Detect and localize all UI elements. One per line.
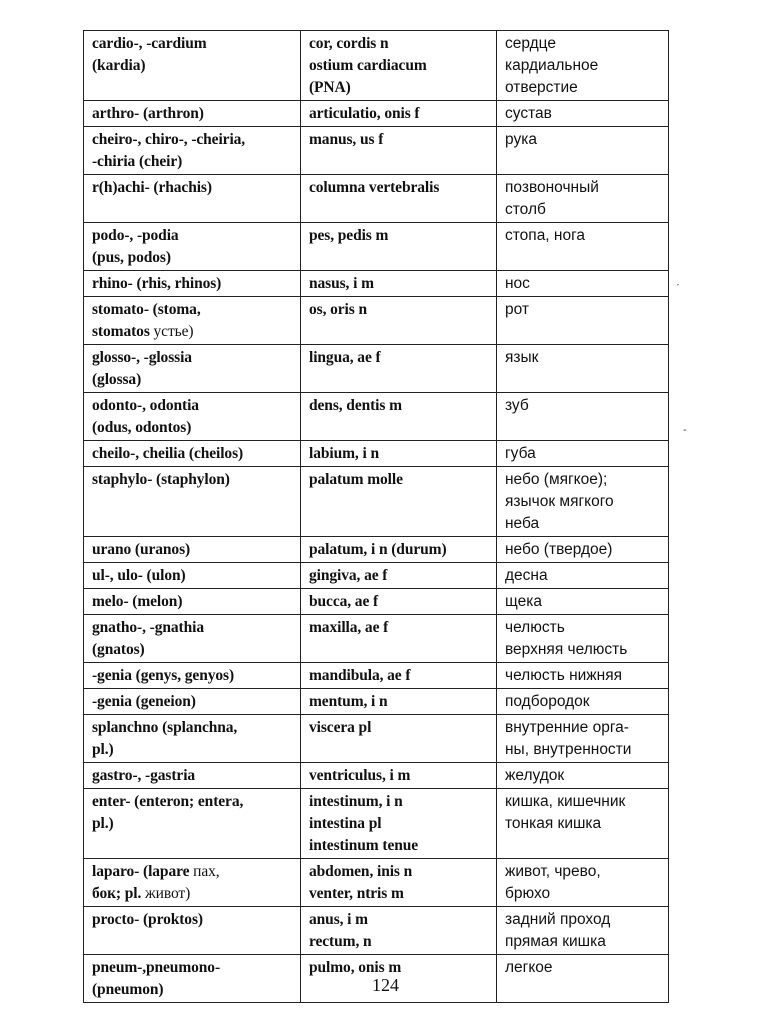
cell-line: неба — [505, 515, 540, 532]
table-row — [84, 31, 669, 101]
cell-line: небо (твердое) — [505, 541, 613, 558]
plain-text: живот) — [141, 885, 191, 902]
term-element-cell — [84, 689, 301, 715]
cell-line: anus, i m — [309, 911, 368, 928]
cell-line: ventriculus, i m — [309, 767, 411, 784]
cell-line: рука — [505, 131, 537, 148]
russian-meaning-cell — [497, 31, 669, 101]
cell-line: (odus, odontos) — [92, 419, 192, 436]
cell-line: подбородок — [505, 693, 590, 710]
russian-meaning-cell — [497, 175, 669, 223]
cell-line: gingiva, ae f — [309, 567, 388, 584]
plain-text: устье) — [149, 323, 194, 340]
term-element-cell — [84, 271, 301, 297]
latin-term-cell — [301, 297, 497, 345]
term-element-cell — [84, 345, 301, 393]
table-row — [84, 563, 669, 589]
term-element-cell — [84, 537, 301, 563]
cell-line: os, oris n — [309, 301, 367, 318]
cell-line: urano (uranos) — [92, 541, 191, 558]
russian-meaning-cell — [497, 297, 669, 345]
term-element-cell — [84, 393, 301, 441]
cell-line: cheiro-, chiro-, -cheiria, — [92, 131, 246, 148]
cell-line: laparo- (lapare пах, — [92, 863, 220, 880]
table-row — [84, 859, 669, 907]
table-row — [84, 789, 669, 859]
cell-line: сердце — [505, 35, 557, 52]
latin-term-cell — [301, 789, 497, 859]
cell-line: nasus, i m — [309, 275, 374, 292]
latin-term-cell — [301, 763, 497, 789]
table-row — [84, 467, 669, 537]
cell-line: небо (мягкое); — [505, 471, 608, 488]
cell-line: отверстие — [505, 79, 578, 96]
cell-line: бок; pl. живот) — [92, 885, 191, 902]
cell-line: pneum-,pneumono- — [92, 959, 221, 976]
cell-line: maxilla, ae f — [309, 619, 389, 636]
table-row — [84, 297, 669, 345]
cell-line: articulatio, onis f — [309, 105, 420, 122]
cell-line: столб — [505, 201, 546, 218]
cell-line: melo- (melon) — [92, 593, 183, 610]
cell-line: podo-, -podia — [92, 227, 179, 244]
latin-term-cell — [301, 907, 497, 955]
cell-line: r(h)achi- (rhachis) — [92, 179, 212, 196]
cell-line: gnatho-, -gnathia — [92, 619, 204, 636]
table-row — [84, 589, 669, 615]
cell-line: челюсть нижняя — [505, 667, 623, 684]
cell-line: ны, внутренности — [505, 741, 632, 758]
cell-line: stomato- (stoma, — [92, 301, 201, 318]
latin-term-cell — [301, 663, 497, 689]
cell-line: palatum, i n (durum) — [309, 541, 447, 558]
russian-meaning-cell — [497, 689, 669, 715]
cell-line: mandibula, ae f — [309, 667, 411, 684]
cell-line: rhino- (rhis, rhinos) — [92, 275, 222, 292]
cell-line: abdomen, inis n — [309, 863, 413, 880]
cell-line: palatum molle — [309, 471, 403, 488]
cell-line: -chiria (cheir) — [92, 153, 183, 170]
cell-line: (glossa) — [92, 371, 142, 388]
russian-meaning-cell — [497, 663, 669, 689]
cell-line: челюсть — [505, 619, 565, 636]
cell-line: сустав — [505, 105, 552, 122]
cell-line: arthro- (arthron) — [92, 105, 204, 122]
cell-line: язычок мягкого — [505, 493, 614, 510]
cell-line: ostium cardiacum — [309, 57, 427, 74]
term-element-cell — [84, 101, 301, 127]
cell-line: cor, cordis n — [309, 35, 389, 52]
cell-line: viscera pl — [309, 719, 372, 736]
term-element-cell — [84, 467, 301, 537]
cell-line: pes, pedis m — [309, 227, 389, 244]
russian-meaning-cell — [497, 393, 669, 441]
cell-line: брюхо — [505, 885, 551, 902]
latin-term-cell — [301, 689, 497, 715]
term-element-cell — [84, 789, 301, 859]
table-row — [84, 537, 669, 563]
latin-term-cell — [301, 563, 497, 589]
russian-meaning-cell — [497, 763, 669, 789]
cell-line: rectum, n — [309, 933, 372, 950]
cell-line: кардиальное — [505, 57, 599, 74]
cell-line: intestinum tenue — [309, 837, 419, 854]
term-element-cell — [84, 763, 301, 789]
russian-meaning-cell — [497, 789, 669, 859]
russian-meaning-cell — [497, 223, 669, 271]
cell-line: прямая кишка — [505, 933, 606, 950]
cell-line: верхняя челюсть — [505, 641, 628, 658]
russian-meaning-cell — [497, 589, 669, 615]
cell-line: (pneumon) — [92, 981, 164, 998]
cell-line: cheilo-, cheilia (cheilos) — [92, 445, 244, 462]
russian-meaning-cell — [497, 715, 669, 763]
latin-term-cell — [301, 467, 497, 537]
russian-meaning-cell — [497, 859, 669, 907]
cell-line: нос — [505, 275, 530, 292]
cell-line: intestina pl — [309, 815, 382, 832]
cell-line: -genia (genys, genyos) — [92, 667, 235, 684]
cell-line: stomatos устье) — [92, 323, 194, 340]
cell-line: стопа, нога — [505, 227, 586, 244]
term-element-cell — [84, 589, 301, 615]
table-row — [84, 907, 669, 955]
cell-line: pl.) — [92, 741, 114, 758]
cell-line: staphylo- (staphylon) — [92, 471, 230, 488]
cell-line: splanchno (splanchna, — [92, 719, 238, 736]
term-element-cell — [84, 563, 301, 589]
cell-line: odonto-, odontia — [92, 397, 199, 414]
table-row — [84, 175, 669, 223]
russian-meaning-cell — [497, 441, 669, 467]
cell-line: lingua, ae f — [309, 349, 381, 366]
latin-term-cell — [301, 223, 497, 271]
cell-line: (gnatos) — [92, 641, 145, 658]
cell-line: labium, i n — [309, 445, 379, 462]
cell-line: glosso-, -glossia — [92, 349, 192, 366]
term-element-cell — [84, 859, 301, 907]
scan-mark: ˊ — [676, 283, 680, 295]
russian-meaning-cell — [497, 537, 669, 563]
latin-term-cell — [301, 537, 497, 563]
table-row — [84, 715, 669, 763]
table-row — [84, 345, 669, 393]
term-element-cell — [84, 615, 301, 663]
term-element-cell — [84, 223, 301, 271]
cell-line: intestinum, i n — [309, 793, 403, 810]
cell-line: pl.) — [92, 815, 114, 832]
cell-line: pulmo, onis m — [309, 959, 402, 976]
page-number: 124 — [372, 975, 399, 995]
cell-line: зуб — [505, 397, 529, 414]
table-row — [84, 271, 669, 297]
cell-line: позвоночный — [505, 179, 599, 196]
cell-line: (kardia) — [92, 57, 146, 74]
cell-line: легкое — [505, 959, 553, 976]
russian-meaning-cell — [497, 271, 669, 297]
cell-line: рот — [505, 301, 529, 318]
term-element-cell — [84, 715, 301, 763]
cell-line: желудок — [505, 767, 565, 784]
cell-line: gastro-, -gastria — [92, 767, 196, 784]
cell-line: manus, us f — [309, 131, 384, 148]
cell-line: bucca, ae f — [309, 593, 379, 610]
table-row — [84, 223, 669, 271]
latin-term-cell — [301, 589, 497, 615]
term-element-cell — [84, 127, 301, 175]
russian-meaning-cell — [497, 563, 669, 589]
table-row — [84, 663, 669, 689]
cell-line: (pus, podos) — [92, 249, 171, 266]
latin-term-cell — [301, 615, 497, 663]
latin-term-cell — [301, 127, 497, 175]
term-element-cell — [84, 31, 301, 101]
table-row — [84, 393, 669, 441]
cell-line: enter- (enteron; entera, — [92, 793, 244, 810]
table-row — [84, 101, 669, 127]
russian-meaning-cell — [497, 467, 669, 537]
scan-mark: - — [683, 424, 687, 436]
russian-meaning-cell — [497, 907, 669, 955]
term-element-cell — [84, 441, 301, 467]
cell-line: тонкая кишка — [505, 815, 602, 832]
term-element-cell — [84, 175, 301, 223]
plain-text: пах, — [189, 863, 220, 880]
cell-line: procto- (proktos) — [92, 911, 203, 928]
table-row — [84, 127, 669, 175]
cell-line: живот, чрево, — [505, 863, 601, 880]
russian-meaning-cell — [497, 615, 669, 663]
latin-term-cell — [301, 31, 497, 101]
latin-term-cell — [301, 715, 497, 763]
cell-line: ul-, ulo- (ulon) — [92, 567, 186, 584]
latin-term-cell — [301, 101, 497, 127]
cell-line: (PNA) — [309, 79, 351, 96]
latin-term-cell — [301, 271, 497, 297]
cell-line: dens, dentis m — [309, 397, 402, 414]
latin-term-cell — [301, 859, 497, 907]
table-row — [84, 763, 669, 789]
russian-meaning-cell — [497, 127, 669, 175]
cell-line: губа — [505, 445, 536, 462]
cell-line: кишка, кишечник — [505, 793, 626, 810]
latin-term-cell — [301, 441, 497, 467]
cell-line: venter, ntris m — [309, 885, 404, 902]
table-row — [84, 615, 669, 663]
cell-line: mentum, i n — [309, 693, 388, 710]
latin-term-cell — [301, 393, 497, 441]
term-element-cell — [84, 297, 301, 345]
terms-table — [83, 30, 669, 1003]
latin-term-cell — [301, 345, 497, 393]
table-row — [84, 689, 669, 715]
russian-meaning-cell — [497, 101, 669, 127]
cell-line: язык — [505, 349, 539, 366]
cell-line: cardio-, -cardium — [92, 35, 207, 52]
cell-line: внутренние орга- — [505, 719, 629, 736]
cell-line: щека — [505, 593, 542, 610]
table-row — [84, 441, 669, 467]
cell-line: -genia (geneion) — [92, 693, 196, 710]
russian-meaning-cell — [497, 345, 669, 393]
cell-line: columna vertebralis — [309, 179, 440, 196]
cell-line: задний проход — [505, 911, 611, 928]
latin-term-cell — [301, 175, 497, 223]
term-element-cell — [84, 663, 301, 689]
cell-line: десна — [505, 567, 548, 584]
term-element-cell — [84, 907, 301, 955]
